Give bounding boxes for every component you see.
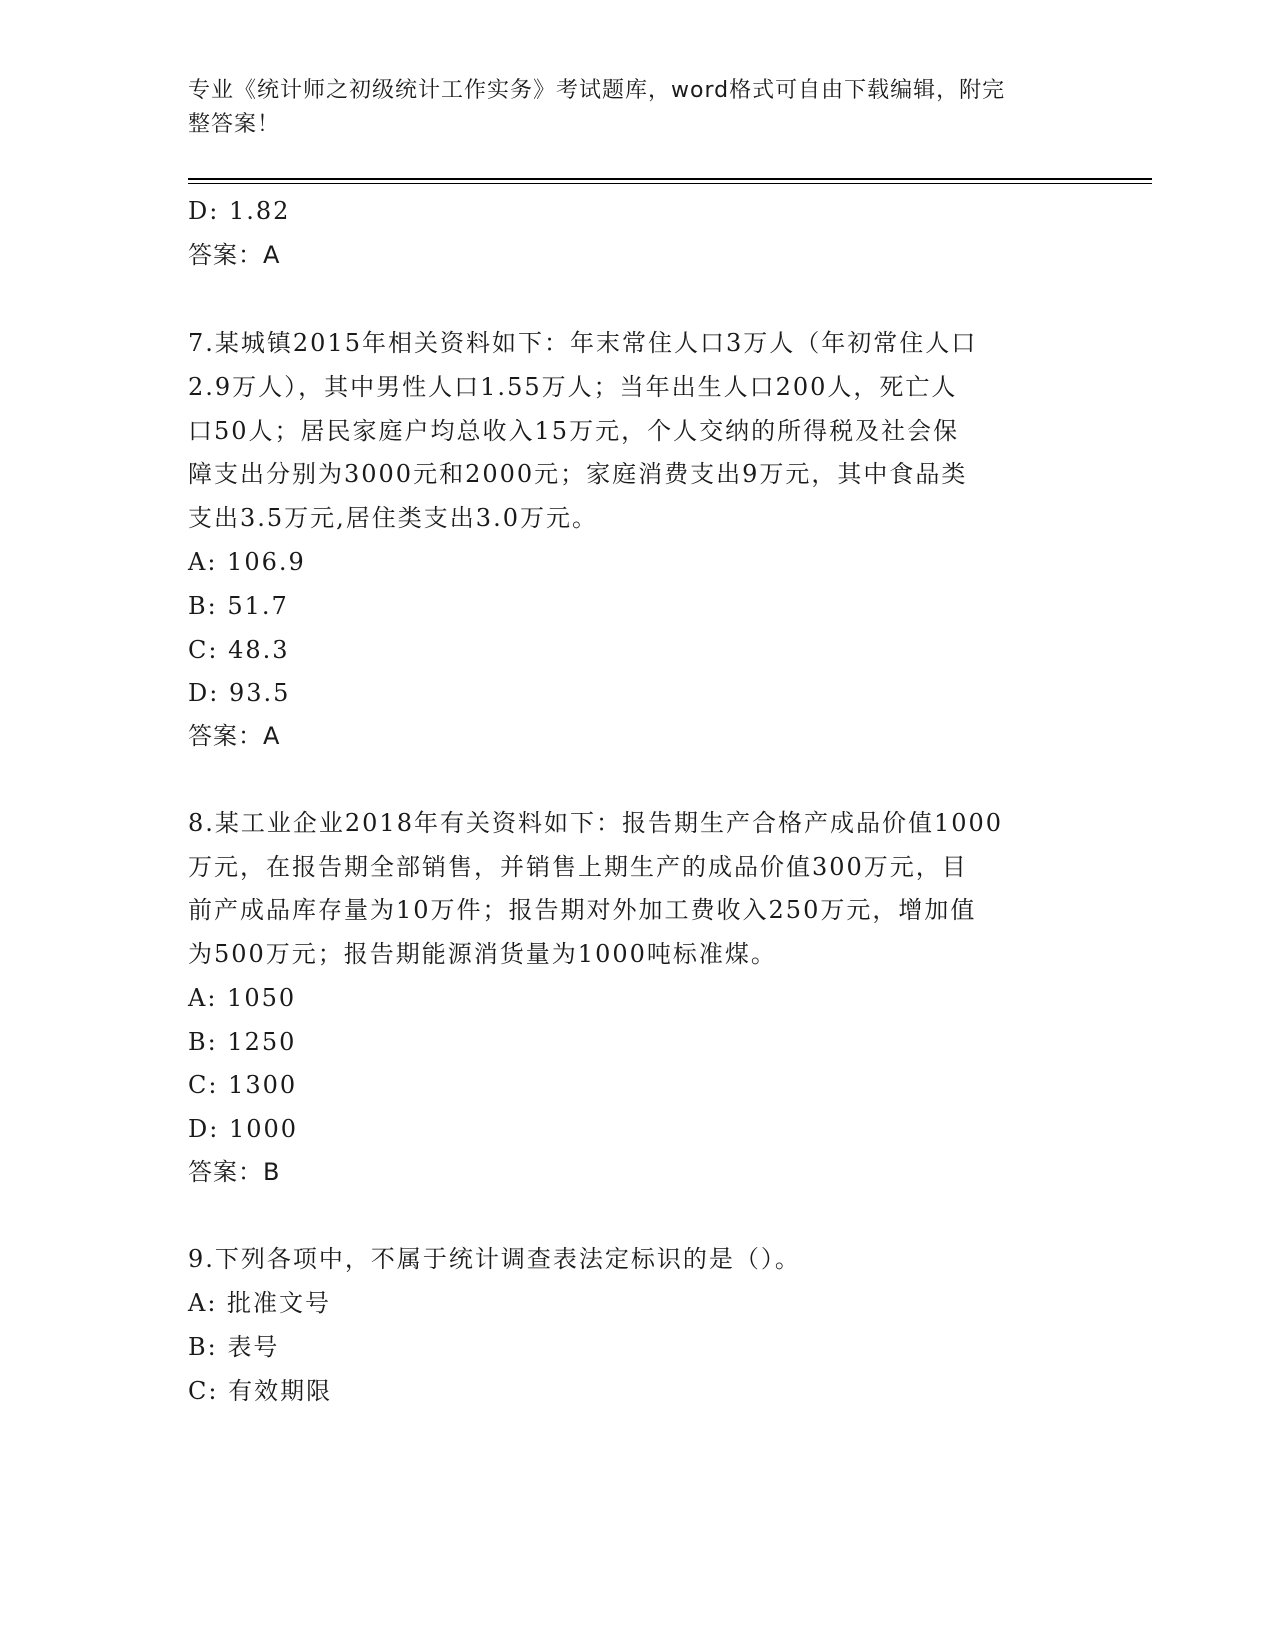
q8-text-line-3: 前产成品库存量为10万件；报告期对外加工费收入250万元，增加值	[188, 896, 977, 924]
q8-answer: 答案：B	[188, 1158, 281, 1186]
q9-text-line-1: 9.下列各项中，不属于统计调查表法定标识的是（）。	[188, 1245, 801, 1273]
header-rule-thin	[188, 183, 1152, 184]
document-header	[188, 74, 1068, 142]
header-line-2: 整答案！	[188, 112, 281, 137]
q8-option-b: B: 1250	[188, 1028, 297, 1056]
q7-text-line-5: 支出3.5万元,居住类支出3.0万元。	[188, 504, 598, 532]
q9-option-b: B: 表号	[188, 1333, 280, 1361]
q7-text-line-4: 障支出分别为3000元和2000元；家庭消费支出9万元，其中食品类	[188, 460, 968, 488]
q7-option-a: A: 106.9	[188, 548, 306, 576]
q8-text-line-2: 万元，在报告期全部销售，并销售上期生产的成品价值300万元，目	[188, 853, 968, 881]
q7-text-line-2: 2.9万人），其中男性人口1.55万人；当年出生人口200人，死亡人	[188, 373, 958, 401]
q7-text-line-3: 口50人；居民家庭户均总收入15万元，个人交纳的所得税及社会保	[188, 417, 960, 445]
q9-option-c: C: 有效期限	[188, 1377, 333, 1405]
q7-option-c: C: 48.3	[188, 636, 290, 664]
prev-option-d: D: 1.82	[188, 197, 291, 225]
header-rule-thick	[188, 178, 1152, 180]
q7-option-d: D: 93.5	[188, 679, 291, 707]
q7-option-b: B: 51.7	[188, 592, 289, 620]
header-line-1: 专业《统计师之初级统计工作实务》考试题库，word格式可自由下载编辑，附完	[188, 78, 1006, 103]
q8-option-a: A: 1050	[188, 984, 297, 1012]
q7-answer: 答案：A	[188, 722, 281, 750]
q9-option-a: A: 批准文号	[188, 1289, 332, 1317]
q8-option-d: D: 1000	[188, 1115, 299, 1143]
q8-option-c: C: 1300	[188, 1071, 298, 1099]
prev-answer: 答案：A	[188, 241, 281, 269]
q7-text-line-1: 7.某城镇2015年相关资料如下：年末常住人口3万人（年初常住人口	[188, 329, 978, 357]
q8-text-line-1: 8.某工业企业2018年有关资料如下：报告期生产合格产成品价值1000	[188, 809, 1004, 837]
q8-text-line-4: 为500万元；报告期能源消货量为1000吨标准煤。	[188, 940, 777, 968]
